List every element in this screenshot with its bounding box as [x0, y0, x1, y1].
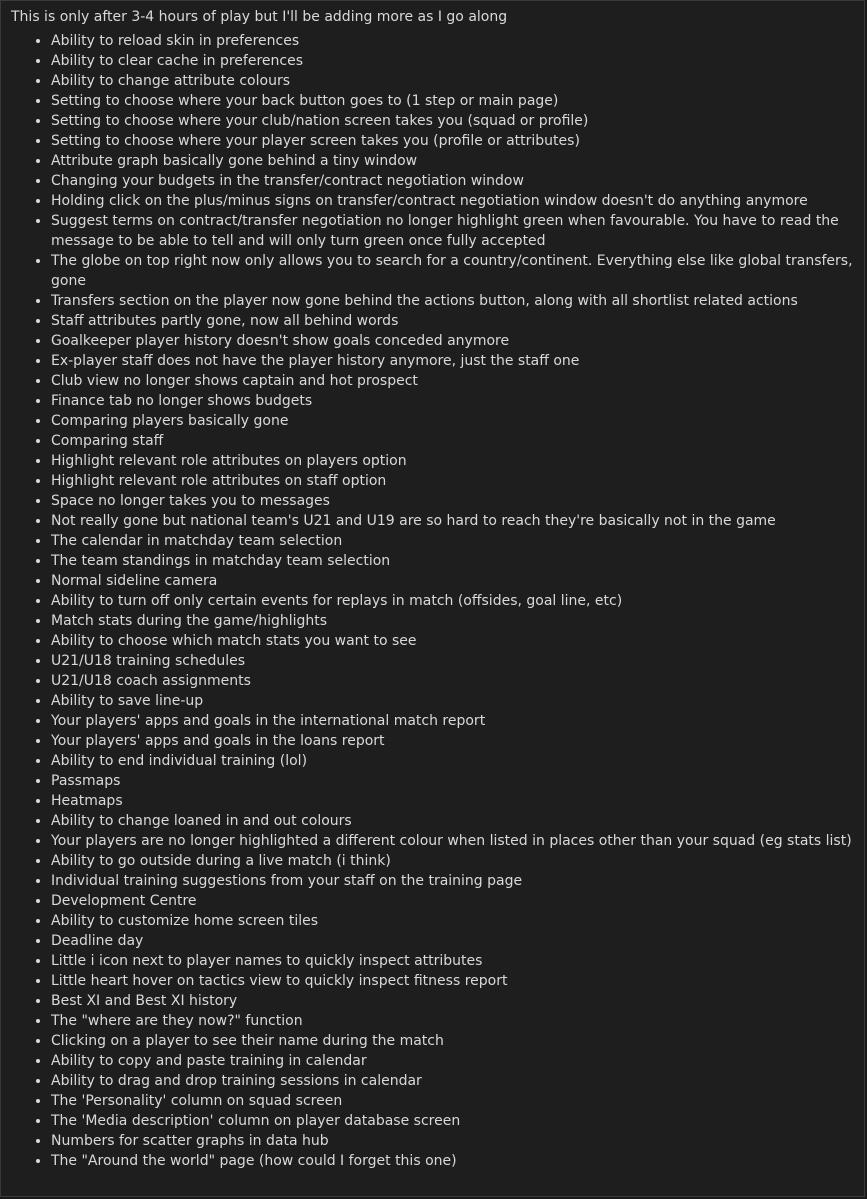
- list-item: • Ability to drag and drop training sessions in calendar: [51, 1071, 856, 1091]
- list-item: • Setting to choose where your player screen takes you (profile or attributes): [51, 131, 856, 151]
- list-item: • Numbers for scatter graphs in data hub: [51, 1131, 856, 1151]
- list-item: • Normal sideline camera: [51, 571, 856, 591]
- list-item: • The 'Personality' column on squad screen: [51, 1091, 856, 1111]
- list-item: • Ex-player staff does not have the player history anymore, just the staff one: [51, 351, 856, 371]
- list-item: • Setting to choose where your back button goes to (1 step or main page): [51, 91, 856, 111]
- list-item: • Setting to choose where your club/nation screen takes you (squad or profile): [51, 111, 856, 131]
- list-item: • Holding click on the plus/minus signs on transfer/contract negotiation window doesn't do anything anymore: [51, 191, 856, 211]
- list-item: • Individual training suggestions from your staff on the training page: [51, 871, 856, 891]
- post-intro: This is only after 3-4 hours of play but I'll be adding more as I go along: [11, 9, 508, 25]
- list-item: • Not really gone but national team's U21 and U19 are so hard to reach they're basically not in the game: [51, 511, 856, 531]
- list-item: • Ability to change attribute colours: [51, 71, 856, 91]
- list-item: • Little heart hover on tactics view to quickly inspect fitness report: [51, 971, 856, 991]
- list-item: • Comparing players basically gone: [51, 411, 856, 431]
- list-item: • Deadline day: [51, 931, 856, 951]
- list-item: • Development Centre: [51, 891, 856, 911]
- list-item: • Attribute graph basically gone behind a tiny window: [51, 151, 856, 171]
- list-item: • Ability to save line-up: [51, 691, 856, 711]
- list-item: • Space no longer takes you to messages: [51, 491, 856, 511]
- list-item: • Ability to reload skin in preferences: [51, 31, 856, 51]
- list-item: • Your players' apps and goals in the international match report: [51, 711, 856, 731]
- list-item: • Best XI and Best XI history: [51, 991, 856, 1011]
- list-item: • The "where are they now?" function: [51, 1011, 856, 1031]
- list-item: • Changing your budgets in the transfer/contract negotiation window: [51, 171, 856, 191]
- list-item: • Transfers section on the player now gone behind the actions button, along with all shortlist related actions: [51, 291, 856, 311]
- list-item: • Comparing staff: [51, 431, 856, 451]
- list-item: • The team standings in matchday team selection: [51, 551, 856, 571]
- list-item: • Passmaps: [51, 771, 856, 791]
- missing-features-list: [1, 31, 856, 1171]
- list-item: • Match stats during the game/highlights: [51, 611, 856, 631]
- list-item: • Heatmaps: [51, 791, 856, 811]
- list-item: • Ability to turn off only certain events for replays in match (offsides, goal line, etc): [51, 591, 856, 611]
- list-item: • The calendar in matchday team selection: [51, 531, 856, 551]
- list-item: • U21/U18 training schedules: [51, 651, 856, 671]
- list-item: • The globe on top right now only allows you to search for a country/continent. Everything else like global transfers, gone: [51, 251, 856, 291]
- list-item: • Suggest terms on contract/transfer negotiation no longer highlight green when favourable. You have to read the message to be able to tell and will only turn green once fully accepted: [51, 211, 856, 251]
- list-item: • Highlight relevant role attributes on staff option: [51, 471, 856, 491]
- list-item: • U21/U18 coach assignments: [51, 671, 856, 691]
- list-item: • Clicking on a player to see their name during the match: [51, 1031, 856, 1051]
- list-item: • Little i icon next to player names to quickly inspect attributes: [51, 951, 856, 971]
- list-item: • Ability to choose which match stats you want to see: [51, 631, 856, 651]
- list-item: • Staff attributes partly gone, now all behind words: [51, 311, 856, 331]
- list-item: • Ability to change loaned in and out colours: [51, 811, 856, 831]
- list-item: • The 'Media description' column on player database screen: [51, 1111, 856, 1131]
- list-item: • The "Around the world" page (how could I forget this one): [51, 1151, 856, 1171]
- list-item: • Goalkeeper player history doesn't show goals conceded anymore: [51, 331, 856, 351]
- list-item: • Your players' apps and goals in the loans report: [51, 731, 856, 751]
- list-item: • Ability to end individual training (lol): [51, 751, 856, 771]
- list-item: • Finance tab no longer shows budgets: [51, 391, 856, 411]
- list-item: • Ability to go outside during a live match (i think): [51, 851, 856, 871]
- list-item: • Club view no longer shows captain and hot prospect: [51, 371, 856, 391]
- list-item: • Your players are no longer highlighted a different colour when listed in places other than your squad (eg stats list): [51, 831, 856, 851]
- list-item: • Ability to clear cache in preferences: [51, 51, 856, 71]
- list-item: • Ability to copy and paste training in calendar: [51, 1051, 856, 1071]
- list-item: • Highlight relevant role attributes on players option: [51, 451, 856, 471]
- list-item: • Ability to customize home screen tiles: [51, 911, 856, 931]
